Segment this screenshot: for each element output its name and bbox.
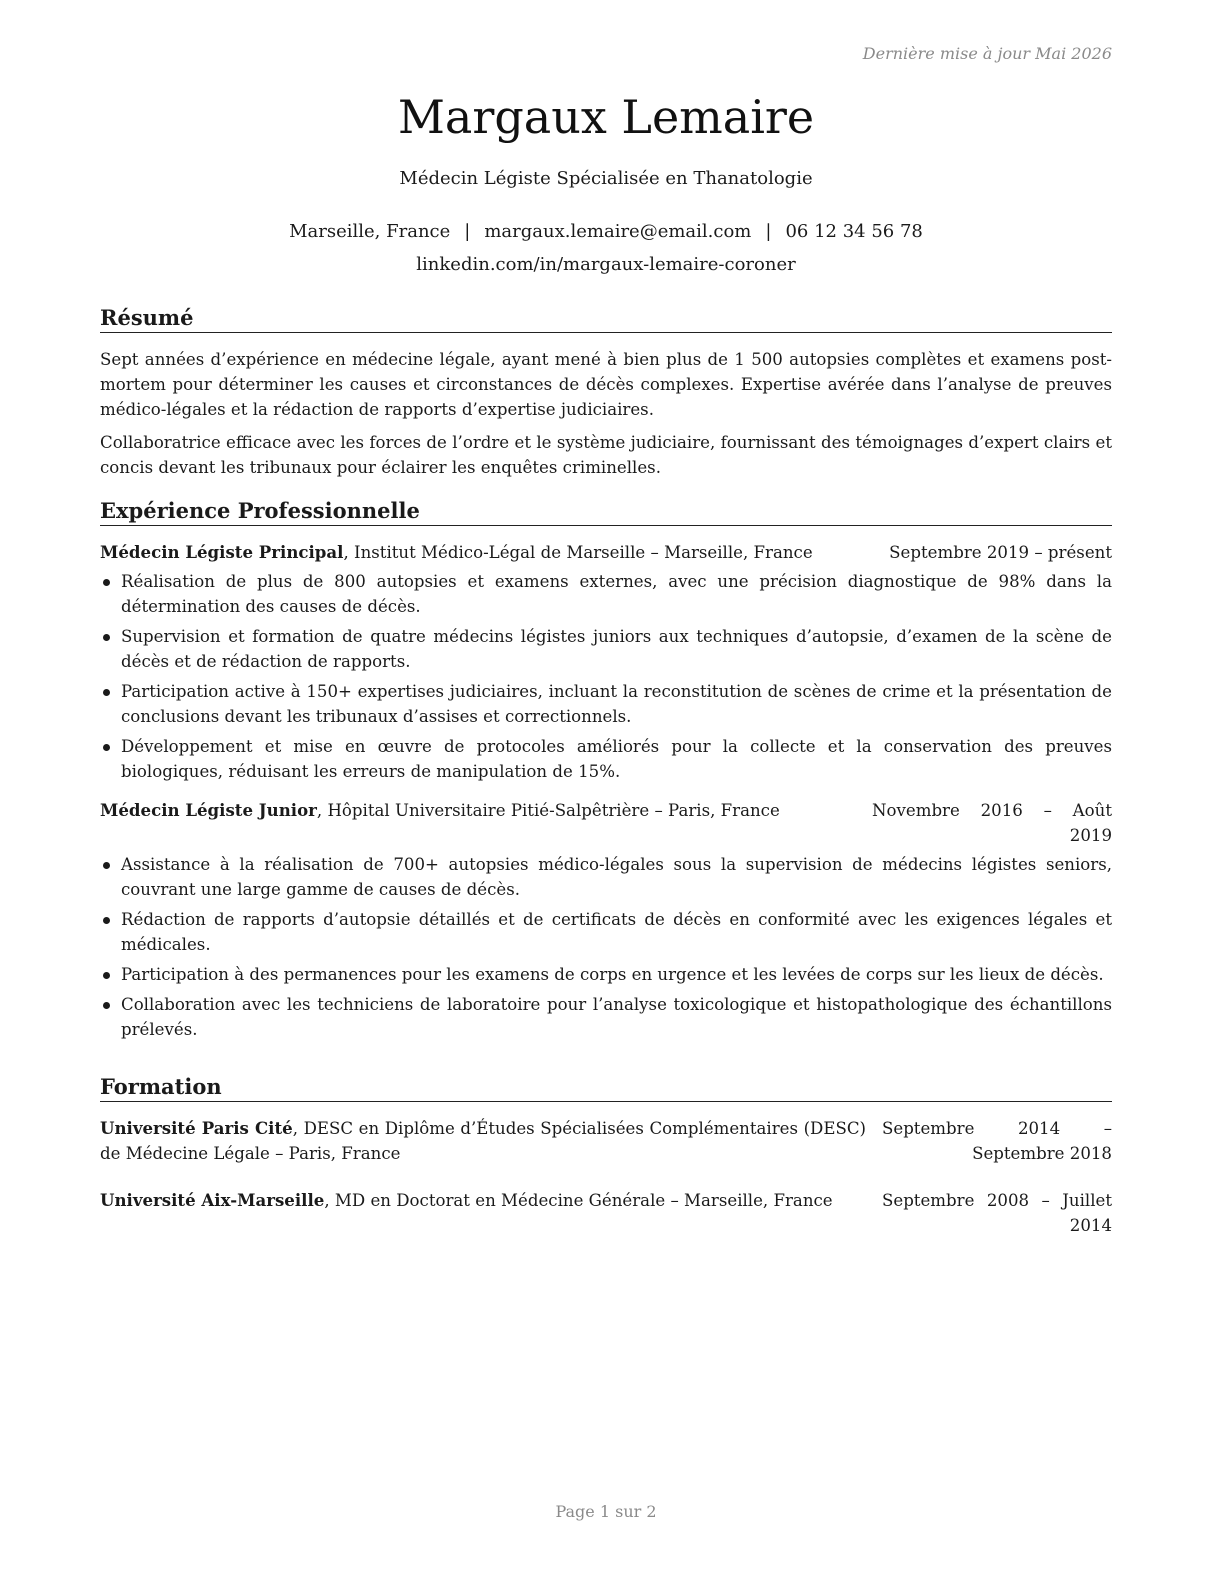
bullet-icon <box>103 689 110 696</box>
candidate-title: Médecin Légiste Spécialisée en Thanatologie <box>399 168 813 189</box>
bullet-icon <box>103 579 110 586</box>
contact-email[interactable]: margaux.lemaire@email.com <box>484 221 752 242</box>
bullet-icon <box>103 634 110 641</box>
education-dates: Septembre 2014 – Septembre 2018 <box>882 1119 1112 1163</box>
bullet-icon <box>103 744 110 751</box>
list-item: Développement et mise en œuvre de protocoles améliorés pour la collecte et la conservation des preuves biologiques, réduisant les erreurs de manipulation de 15%. <box>100 734 1112 784</box>
section-heading-experience: Expérience Professionnelle <box>100 498 1112 526</box>
job-role: Médecin Légiste Junior <box>100 800 317 820</box>
candidate-name: Margaux Lemaire <box>397 90 815 144</box>
contact-separator: | <box>464 221 471 242</box>
education-school: Université Aix-Marseille <box>100 1190 325 1210</box>
job-header <box>100 798 1112 848</box>
list-item: Rédaction de rapports d’autopsie détaillés et de certificats de décès en conformité avec les exigences légales et médicales. <box>100 907 1112 957</box>
list-item: Assistance à la réalisation de 700+ autopsies médico-légales sous la supervision de médecins légistes seniors, couvrant une large gamme de causes de décès. <box>100 852 1112 902</box>
resume-page <box>100 0 1112 1584</box>
list-item: Participation à des permanences pour les examens de corps en urgence et les levées de corps sur les lieux de décès. <box>100 962 1112 987</box>
section-heading-summary: Résumé <box>100 305 1112 333</box>
job-entry <box>100 540 1112 784</box>
job-org: , Hôpital Universitaire Pitié-Salpêtrière – Paris, France <box>316 801 780 820</box>
education-dates: Septembre 2008 – Juillet 2014 <box>882 1191 1112 1235</box>
education-entry <box>100 1188 1112 1238</box>
bullet-icon <box>103 1002 110 1009</box>
contact-location: Marseille, France <box>289 221 451 242</box>
education-section <box>100 1074 1112 1238</box>
job-bullets <box>100 569 1112 784</box>
education-entry <box>100 1116 1112 1166</box>
contact-separator: | <box>765 221 772 242</box>
job-role: Médecin Légiste Principal <box>100 542 344 562</box>
bullet-icon <box>103 972 110 979</box>
last-updated: Dernière mise à jour Mai 2026 <box>862 44 1112 63</box>
list-item: Supervision et formation de quatre médecins légistes juniors aux techniques d’autopsie, d’examen de la scène de décès et de rédaction de rapports. <box>100 624 1112 674</box>
bullet-icon <box>103 917 110 924</box>
job-dates: Novembre 2016 – Août 2019 <box>872 801 1112 845</box>
section-heading-education: Formation <box>100 1074 1112 1102</box>
contact-info <box>100 219 1112 277</box>
contact-linkedin[interactable]: linkedin.com/in/margaux-lemaire-coroner <box>416 254 796 275</box>
experience-section <box>100 498 1112 1047</box>
page-number: Page 1 sur 2 <box>555 1502 657 1521</box>
list-item: Collaboration avec les techniciens de laboratoire pour l’analyse toxicologique et histopathologique des échantillons prélevés. <box>100 992 1112 1042</box>
summary-paragraph: Collaboratrice efficace avec les forces de l’ordre et le système judiciaire, fournissant des témoignages d’expert clairs et concis devant les tribunaux pour éclairer les enquêtes criminelles. <box>100 433 1112 477</box>
education-school: Université Paris Cité <box>100 1118 293 1138</box>
job-bullets <box>100 852 1112 1042</box>
job-entry <box>100 798 1112 1042</box>
list-item: Participation active à 150+ expertises judiciaires, incluant la reconstitution de scènes de crime et la présentation de conclusions devant les tribunaux d’assises et correctionnels. <box>100 679 1112 729</box>
job-dates: Septembre 2019 – présent <box>889 543 1112 562</box>
job-header <box>100 540 1112 565</box>
bullet-icon <box>103 862 110 869</box>
summary-section <box>100 305 1112 480</box>
job-org: , Institut Médico-Légal de Marseille – Marseille, France <box>343 543 813 562</box>
education-detail: , DESC en Diplôme d’Études Spécialisées Complémentaires (DESC) de Médecine Légale – Paris, France <box>100 1119 866 1163</box>
education-detail: , MD en Doctorat en Médecine Générale – Marseille, France <box>324 1191 833 1210</box>
summary-paragraph: Sept années d’expérience en médecine légale, ayant mené à bien plus de 1 500 autopsies complètes et examens post-mortem pour déterminer les causes et circonstances de décès complexes. Expertise avérée dans l’analyse de preuves médico-légales et la rédaction de rapports d’expertise judiciaires. <box>100 350 1112 419</box>
contact-phone: 06 12 34 56 78 <box>785 221 923 242</box>
list-item: Réalisation de plus de 800 autopsies et examens externes, avec une précision diagnostique de 98% dans la détermination des causes de décès. <box>100 569 1112 619</box>
